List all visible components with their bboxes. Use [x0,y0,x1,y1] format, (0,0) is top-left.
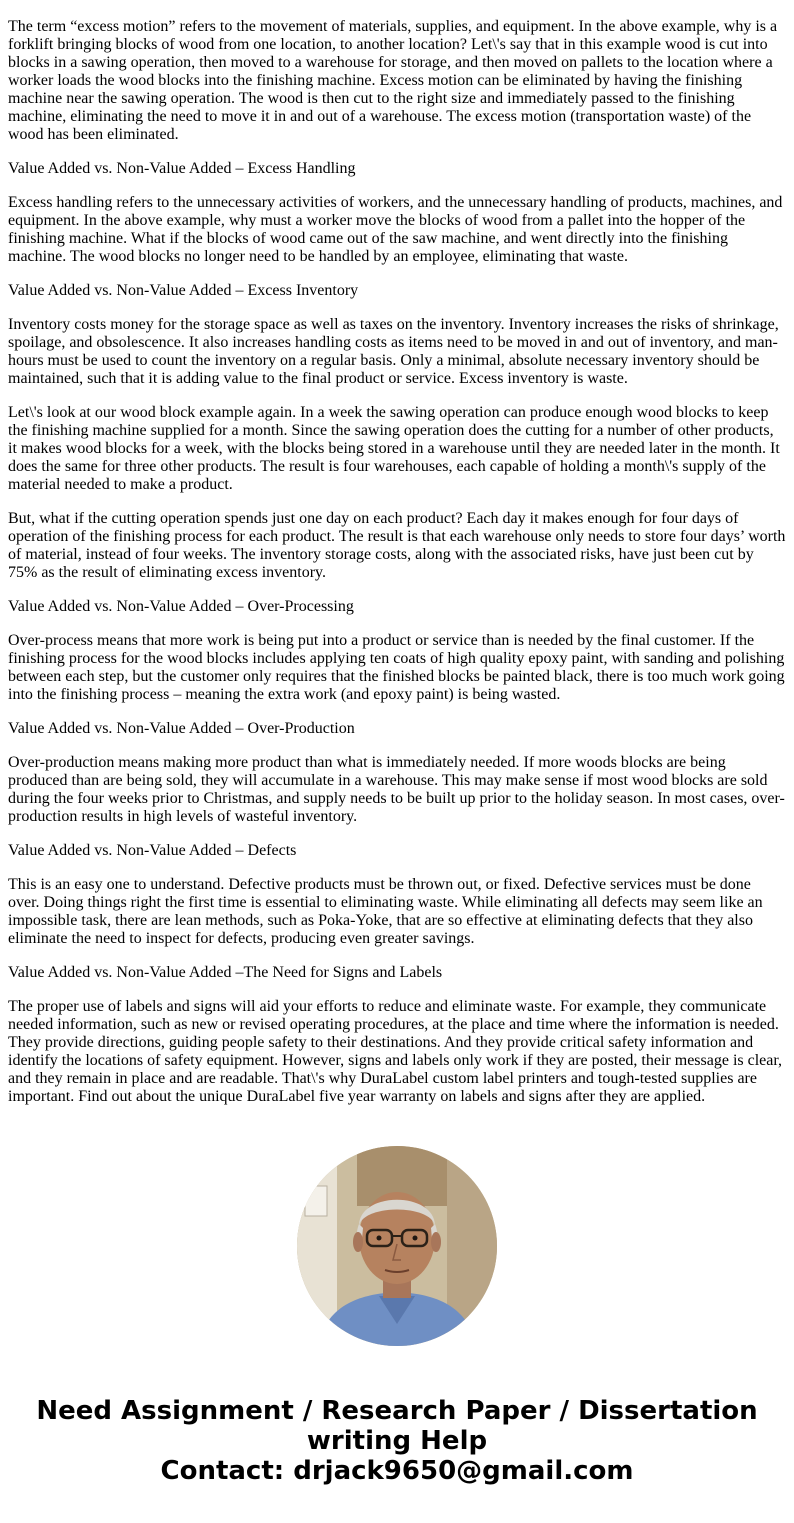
heading-over-processing: Value Added vs. Non-Value Added – Over-Processing [8,598,354,615]
paragraph-excess-motion: The term “excess motion” refers to the movement of materials, supplies, and equipment. In the above example, why is a forklift bringing blocks of wood from one location, to another location? Let\'s say that in this example wood is cut into blocks in a sawing operation, then moved to a warehouse for storage, and then moved on pallets to the location where a worker loads the wood blocks into the finishing machine. Excess motion can be eliminated by having the finishing machine near the sawing operation. The wood is then cut to the right size and immediately passed to the finishing machine, eliminating the need to move it in and out of a warehouse. The excess motion (transportation waste) of the wood has been eliminated. [8,18,778,143]
paragraph-over-processing: Over-process means that more work is being put into a product or service than is needed by the final customer. If the finishing process for the wood blocks includes applying ten coats of high quality epoxy paint, with sanding and polishing between each step, but the customer only requires that the finished blocks be painted black, there is too much work going into the finishing process – meaning the extra work (and epoxy paint) is being wasted. [8,632,785,703]
heading-over-production: Value Added vs. Non-Value Added – Over-Production [8,720,355,737]
heading-defects: Value Added vs. Non-Value Added – Defects [8,842,297,859]
paragraph-excess-inventory: Inventory costs money for the storage space as well as taxes on the inventory. Inventory increases the risks of shrinkage, spoilage, and obsolescence. It also increases handling costs as items need to be moved in and out of inventory, and man-hours must be used to count the inventory on a regular basis. Only a minimal, absolute necessary inventory should be maintained, such that it is adding value to the final product or service. Excess inventory is waste. [8,316,779,387]
footer-call-to-action [0,1396,794,1486]
paragraph-wood-block-example: Let\'s look at our wood block example again. In a week the sawing operation can produce enough wood blocks to keep the finishing machine supplied for a month. Since the sawing operation does the cutting for a number of other products, it makes wood blocks for a week, with the blocks being stored in a warehouse until they are needed later in the month. It does the same for three other products. The result is four warehouses, each capable of holding a month\'s supply of the material needed to make a product. [8,404,780,493]
footer-line-assignment: Need Assignment / Research Paper / Dissertation [36,1396,758,1426]
avatar-container [0,1146,794,1346]
heading-excess-handling: Value Added vs. Non-Value Added – Excess Handling [8,160,356,177]
paragraph-defects: This is an easy one to understand. Defective products must be thrown out, or fixed. Defective services must be done over. Doing things right the first time is essential to eliminating waste. While eliminating all defects may seem like an impossible task, there are lean methods, such as Poka-Yoke, that are so effective at eliminating defects that they also eliminate the need to inspect for defects, producing even greater savings. [8,876,763,947]
footer-line-writing-help: writing Help [306,1426,488,1456]
heading-signs-and-labels: Value Added vs. Non-Value Added –The Need for Signs and Labels [8,964,443,981]
author-avatar [297,1146,497,1346]
footer-contact-email[interactable]: Contact: drjack9650@gmail.com [160,1456,634,1486]
paragraph-signs-and-labels: The proper use of labels and signs will aid your efforts to reduce and eliminate waste. For example, they communicate needed information, such as new or revised operating procedures, at the place and time where the information is needed. They provide directions, guiding people safety to their destinations. And they provide critical safety information and identify the locations of safety equipment. However, signs and labels only work if they are posted, their message is clear, and they remain in place and are readable. That\'s why DuraLabel custom label printers and tough-tested supplies are important. Find out about the unique DuraLabel five year warranty on labels and signs after they are applied. [8,998,783,1105]
paragraph-over-production: Over-production means making more product than what is immediately needed. If more woods blocks are being produced than are being sold, they will accumulate in a warehouse. This may make sense if most wood blocks are sold during the four weeks prior to Christmas, and supply needs to be built up prior to the holiday season. In most cases, over-production results in high levels of wasteful inventory. [8,754,785,825]
paragraph-excess-handling: Excess handling refers to the unnecessary activities of workers, and the unnecessary handling of products, machines, and equipment. In the above example, why must a worker move the blocks of wood from a pallet into the hopper of the finishing machine. What if the blocks of wood came out of the saw machine, and went directly into the finishing machine. The wood blocks no longer need to be handled by an employee, eliminating that waste. [8,194,783,265]
paragraph-cutting-operation: But, what if the cutting operation spends just one day on each product? Each day it makes enough for four days of operation of the finishing process for each product. The result is that each warehouse only needs to store four days’ worth of material, instead of four weeks. The inventory storage costs, along with the associated risks, have just been cut by 75% as the result of eliminating excess inventory. [8,510,786,581]
heading-excess-inventory: Value Added vs. Non-Value Added – Excess Inventory [8,282,359,299]
author-portrait-image [297,1146,497,1346]
